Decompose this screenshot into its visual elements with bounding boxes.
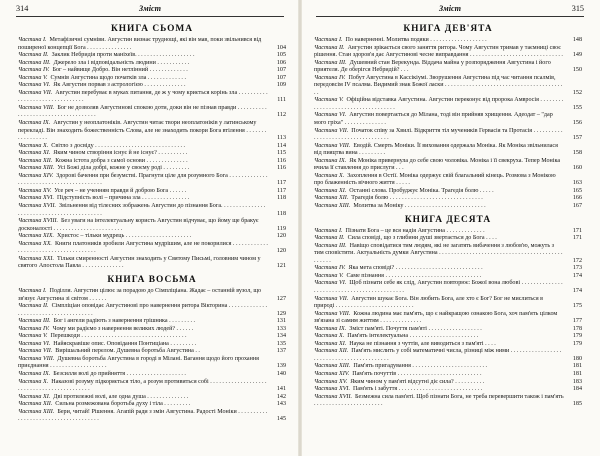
book-heading: КНИГА СЬОМА (110, 24, 194, 34)
entry-part: Частина IX. (18, 370, 51, 377)
entry-title: Зміст пам'яті. Почуття пам'яті . . . . . . . . . . . . . . . . . . (349, 325, 482, 332)
entry-part: Частина XIX. (18, 233, 54, 240)
toc-entry[interactable] (18, 165, 286, 173)
right-page (300, 0, 600, 456)
entry-part: Частина II. (18, 303, 49, 310)
entry-part: Частина XIII. (314, 203, 351, 210)
entry-part: Частина II. (18, 52, 49, 59)
entry-title: Побут Августина в Кассікіумі. Зворушення Августина під час читання псалмів, передовсім IV псалма. Видимий знак Божої ласки . . . . . . . . . . . . . . . . . . . . . . . . . . . . . . . . . . . . . . . . . (314, 74, 563, 96)
toc-entry[interactable] (314, 311, 582, 326)
toc-entry[interactable] (18, 379, 286, 394)
entry-page-number: 129 (276, 310, 286, 317)
entry-page-number: 120 (276, 248, 286, 255)
entry-title: Останні слова. Пробуджує Моніка. Трагедія болю . . . . . (349, 187, 494, 194)
toc-entry[interactable] (314, 195, 582, 203)
entry-page-number: 111 (277, 97, 286, 104)
entry-page-number: 181 (572, 363, 582, 370)
entry-page-number: 140 (276, 370, 286, 377)
entry-part: Частина XVII. (314, 393, 353, 400)
entry-page-number: 175 (572, 303, 582, 310)
entry-title: Підступність волі – причина зла . . . . . . . . . . . . . . . . (57, 195, 190, 202)
entry-page-number: 148 (572, 37, 582, 43)
entry-title: Бог – найвище Добро. Він нетлінний . . . . . . . . . . . . . (52, 67, 188, 74)
entry-title: Бог не дозволяв Августинові спокою доти, доки він не пізнав правди . . . . . . . . . . . . . . . . . . . . . . . . . . . . . . . . . . . . (18, 104, 267, 119)
entry-part: Частина V. (314, 97, 344, 104)
toc-entry[interactable] (314, 265, 582, 273)
entry-title: Кожна істота добра з самої основи . . . . . . . . . . . . . . (55, 157, 188, 164)
entry-part: Частина VII. (18, 89, 53, 96)
entry-title: Усі Божі діла добрі, кожне у своєму роді . . . . . . . . . (57, 165, 190, 172)
toc-entry[interactable] (18, 318, 286, 326)
toc-entry[interactable] (18, 90, 286, 105)
entry-page-number: 121 (276, 263, 286, 270)
entry-title: Захоплення в Остії. Моніка одержує свій благальний кінець. Розмова з Монікою про блаженність вічного життя . . . . . (314, 172, 556, 187)
entry-title: Перешкоди . . . . . . . . . . . . . . . . . . . . . . . . . . . . . . . . . . . (50, 333, 187, 340)
entry-page-number: 112 (277, 112, 286, 119)
toc-entry[interactable] (314, 45, 582, 60)
entry-page-number: 156 (572, 120, 582, 127)
toc-entry[interactable] (314, 326, 582, 334)
toc-entry[interactable] (314, 203, 582, 211)
entry-page-number: 179 (572, 333, 582, 340)
entry-part: Частина XI. (314, 187, 347, 194)
entry-part: Частина XIV. (18, 172, 54, 179)
toc-entry[interactable] (18, 105, 286, 120)
entry-title: Сильна розмежована боротьба духу і тіла . . . . . . . . . (55, 401, 191, 408)
toc-entry[interactable] (314, 363, 582, 371)
entry-title: Офіційна відставка Августина. Августин переконує від пророка Амвросія . . . . . . . . . . . . . . . . . . . . . . . . . . . . . . . . . . . (314, 97, 564, 111)
page-number: 315 (571, 4, 584, 13)
entry-title: Заклик Небридія проти маніхеїв. . . . . . . . . . . . . . . . . . . . (51, 52, 195, 59)
left-header (16, 4, 284, 17)
running-head: Зміст (438, 4, 462, 13)
toc-entry[interactable] (18, 401, 286, 409)
entry-part: Частина VII. (314, 295, 349, 302)
entry-part: Частина III. (314, 59, 347, 66)
entry-title: Світло з досвіду . . . . . . . . . . . . . . . . . . . . . . . . . . . . . . (51, 142, 186, 149)
toc-entry[interactable] (18, 52, 286, 60)
entry-part: Частина X. (18, 378, 49, 385)
entry-page-number: 157 (572, 135, 582, 142)
entry-page-number: 143 (276, 401, 286, 408)
book-heading: КНИГА ДЕСЯТА (404, 214, 492, 225)
toc-entry[interactable] (314, 128, 582, 143)
entry-part: Частина IV. (18, 325, 50, 332)
entry-page-number: 116 (277, 157, 286, 164)
entry-page-number: 180 (572, 355, 582, 362)
toc-entry[interactable] (314, 235, 582, 243)
entry-part: Частина XI. (18, 150, 51, 157)
toc-entry[interactable] (314, 348, 582, 363)
entry-part: Частина IV. (314, 265, 346, 272)
entry-part: Частина I. (18, 287, 47, 294)
entry-part: Частина VII. (314, 127, 349, 134)
toc-entry[interactable] (18, 82, 286, 90)
toc-entry[interactable] (314, 112, 582, 127)
entry-page-number: 131 (276, 318, 286, 325)
entry-page-number: 115 (277, 150, 286, 157)
entry-title: Пам'ять почуттів . . . . . . . . . . . . . . . . . . . . . . . . . . . . (352, 370, 482, 377)
entry-page-number: 142 (276, 393, 286, 400)
entry-title: Звільнення від тілесних зображень Августин до пізнання Бога. . . . . . . . . . . . . . . . . . . . . . . . . . . . . . . . . . . . . . . . . . . (18, 203, 266, 217)
entry-title: Августин повертається до Мілана, тоді він прийняв хрищення. Адеодат – "дар мого гріха" . . . . . . . . . . . . . . (314, 112, 553, 127)
entry-part: Частина V. (18, 74, 48, 81)
toc-entry[interactable] (18, 188, 286, 196)
entry-title: Усе реч – не ученням правди й доброю Бога . . . . . . (54, 187, 187, 194)
toc-entry[interactable] (314, 296, 582, 311)
entry-title: Христос – тільки мудрець . . . . . . . . . . . . . . . . . . . . . . (57, 233, 192, 240)
book-heading: КНИГА ВОСЬМА (107, 274, 197, 285)
entry-title: Наказові розуму підкоряється тіло, а розум противиться собі . . . . . . . . . . . . . . . . . . . . . . . . . . . . . . . . . . . . . . . . . . . (18, 378, 267, 393)
toc-entry[interactable] (18, 37, 286, 52)
toc-entry[interactable] (314, 97, 582, 112)
entry-part: Частина X. (18, 142, 49, 149)
right-toc (314, 20, 582, 409)
entry-page-number: 172 (572, 257, 582, 264)
entry-part: Частина XVII. (18, 203, 57, 210)
entry-title: Августин у неоплатоніків. Августин читає твори неоплатоніків у латинському перекладі. Він знаходить божественність Слова, але не знаходить покори Бога втілення . . . . . . . . . . . . . . . . . (18, 120, 267, 142)
entry-page-number: 113 (277, 135, 286, 142)
entry-title: Сумнів Августина щодо початків зла . . . . . . . . . . . . . (50, 74, 186, 81)
entry-title: Августин перебуває в муках питання, де ж у чому криється корінь зла . . . . . . . . . . . . . . . . . . . . . . . . . . . . . . . . (18, 89, 268, 104)
entry-title: Чому ми радіємо з навернення великих людей? . . . . . . (52, 325, 194, 332)
entry-part: Частина III. (18, 318, 51, 325)
entry-title: Наука не пізнання з чуттів, але виводиться з пам'яті . . . . (349, 340, 496, 347)
entry-title: Безсилля волі до прийняття . . . . . . . . . . . . . . . . . . . . (53, 370, 186, 377)
entry-part: Частина XIII. (18, 408, 55, 415)
toc-entry[interactable] (18, 241, 286, 256)
toc-entry[interactable] (18, 173, 286, 188)
entry-title: Пам'ять пригадування . . . . . . . . . . . . . . . . . . . . . . . . . (353, 363, 488, 370)
entry-page-number: 119 (277, 225, 286, 232)
entry-part: Частина VIII. (18, 104, 55, 111)
toc-entry[interactable] (18, 195, 286, 203)
entry-part: Частина IX. (314, 157, 347, 164)
entry-part: Частина V. (18, 333, 48, 340)
entry-part: Частина II. (314, 235, 345, 242)
entry-part: Частина XVI. (314, 386, 350, 393)
toc-entry[interactable] (18, 218, 286, 233)
entry-title: Поділля. Августин цілює за порадою до Сімпліціана. Жадає – останній вузол, що зв'язує Августина зі світом . . . . . . (18, 287, 262, 302)
entry-part: Частина XXI. (18, 255, 54, 262)
toc-entry[interactable] (18, 356, 286, 371)
entry-page-number: 137 (276, 348, 286, 355)
entry-part: Частина XII. (314, 348, 349, 355)
entry-part: Частина VI. (314, 280, 347, 287)
entry-part: Частина XV. (314, 378, 348, 385)
entry-page-number: 116 (277, 165, 286, 172)
toc-entry[interactable] (314, 386, 582, 394)
toc-entry[interactable] (314, 60, 582, 75)
entry-page-number: 179 (572, 340, 582, 347)
entry-title: Пам'ять мислить у собі математичні числа, різниці між ними . . . . . . . . . . . . . . . . . . . . . . . . . . . . . . . . . . . . . . . . . . (314, 348, 562, 362)
entry-title: Вирішальний перелом. Душевна боротьба Августина . . (55, 348, 200, 355)
entry-part: Частина V. (314, 272, 344, 279)
entry-page-number: 171 (572, 227, 582, 234)
entry-page-number: 107 (276, 67, 286, 74)
entry-part: Частина VI. (314, 112, 347, 119)
entry-part: Частина XIII. (18, 165, 55, 172)
entry-page-number: 174 (572, 272, 582, 279)
toc-entry[interactable] (18, 150, 286, 158)
entry-page-number: 118 (277, 195, 286, 202)
entry-title: Як Августин порвав з астрологією . . . . . . . . . . . . . . (53, 82, 186, 89)
entry-part: Частина XII. (314, 195, 349, 202)
toc-entry[interactable] (18, 256, 286, 271)
entry-page-number: 134 (276, 333, 286, 340)
entry-part: Частина XV. (18, 187, 52, 194)
entry-part: Частина IX. (314, 325, 347, 332)
entry-page-number: 173 (572, 265, 582, 272)
book-heading: КНИГА ДЕВ'ЯТА (403, 24, 493, 34)
entry-title: Душевний стан Верекунда. Віддача майна у розпорядження Августина і його приятеля. Де оберігся Небридій? . . . (314, 59, 551, 74)
entry-page-number: 107 (276, 74, 286, 81)
entry-part: Частина XI. (18, 393, 51, 400)
entry-page-number: 133 (276, 325, 286, 332)
entry-title: Щоб пізнати себе як слід, Августин повторює: Божої вона любові . . . . . . . . . . . . . . . . . . . . . . . . . . . . . . . . . . . . . . . . . . . . (314, 280, 563, 294)
toc-entry[interactable] (18, 67, 286, 75)
entry-title: Безмежна сила пам'яті. Щоб пізнати Бога, не треба перевершити також і пам'ять . . . . . . . . . . . . . . . . . . . . . . . (314, 393, 564, 408)
toc-entry[interactable] (18, 348, 286, 356)
entry-title: Яким чином створіння існує й не існує? . . . . . . . . . . (53, 150, 188, 157)
entry-part: Частина XX. (18, 240, 52, 247)
toc-entry[interactable] (18, 303, 286, 318)
entry-page-number: 135 (276, 340, 286, 347)
entry-title: Молитва за Моніку . . . . . . . . . . . . . . . . . . . . . . . . . . . (353, 203, 486, 210)
entry-part: Частина XVI. (18, 195, 54, 202)
entry-page-number: 105 (276, 52, 286, 59)
entry-part: Частина XIII. (314, 363, 351, 370)
entry-page-number: 120 (276, 233, 286, 240)
entry-title: Дві протилежні волі, але одна душа . . . . . . . . . . . . . . (53, 393, 189, 400)
entry-title: Трагедія болю . . . . . . . . . . . . . . . . . . . . . . . . . . . . . . . (351, 195, 483, 202)
entry-part: Частина VII. (18, 348, 53, 355)
entry-title: Метафізичні сумніви. Августин визнає труднощі, які він мав, поки звільнився від поширеної концепції Бога . . . . . . . . . . . . . . . (18, 37, 262, 51)
toc-entry[interactable] (314, 143, 582, 158)
entry-page-number: 152 (572, 89, 582, 96)
entry-page-number: 141 (276, 386, 286, 393)
toc-entry[interactable] (18, 75, 286, 83)
entry-title: Пам'ять і забуття . . . . . . . . . . . . . . . . . . . . . . . . . . . . (353, 386, 483, 393)
entry-page-number: 181 (572, 370, 582, 377)
entry-part: Частина IV. (18, 67, 50, 74)
entry-page-number: 109 (276, 82, 286, 89)
entry-page-number: 160 (572, 165, 582, 172)
toc-entry[interactable] (314, 228, 582, 236)
entry-part: Частина IV. (314, 74, 346, 81)
entry-page-number: 158 (572, 150, 582, 157)
entry-page-number: 174 (572, 287, 582, 294)
entry-page-number: 163 (572, 180, 582, 187)
entry-page-number: 106 (276, 59, 286, 66)
toc-entry[interactable] (314, 371, 582, 379)
entry-part: Частина VI. (18, 340, 51, 347)
toc-entry[interactable] (18, 233, 286, 241)
toc-entry[interactable] (18, 203, 286, 218)
running-head: Зміст (138, 4, 162, 13)
entry-page-number: 150 (572, 67, 582, 74)
entry-page-number: 139 (276, 363, 286, 370)
entry-part: Частина III. (18, 59, 51, 66)
right-header (316, 4, 584, 17)
toc-entry[interactable] (18, 288, 286, 303)
entry-part: Частина III. (314, 242, 347, 249)
entry-page-number: 165 (572, 187, 582, 194)
entry-title: Бери, читай! Рішення. Агапій ради з змін Августина. Радості Моніки . . . . . . . . . . . . . . . . . . . . . . . . . . . . . . . . . . . . . (18, 408, 268, 423)
entry-page-number: 117 (277, 180, 286, 187)
entry-part: Частина X. (314, 172, 345, 179)
entry-title: Сімпліціан оповідає Августинові про навернення ритора Вікторина . . . . . . . . . . . . . . . . . . . . . . . . . . . . . . . . . . . . . . (18, 303, 267, 317)
entry-title: Августин шукає Бога. Він любить Бога, але хто є Бог? Бог не мислиться в природі . . . . . . . . . . . . . . . . . . . . . . . . . . (314, 295, 544, 310)
toc-entry[interactable] (314, 394, 582, 409)
entry-part: Частина VIII. (314, 142, 351, 149)
entry-page-number: 155 (572, 104, 582, 111)
entry-title: Саме пізнання . . . . . . . . . . . . . . . . . . . . . . . . . . . . . . . . (346, 272, 482, 279)
entry-page-number: 104 (276, 44, 286, 51)
entry-part: Частина XII. (18, 157, 53, 164)
toc-entry[interactable] (314, 37, 582, 45)
entry-page-number: 184 (572, 386, 582, 393)
entry-title: Сила сповіді, що з глибини душі звертається до Бога . . . . (347, 235, 497, 242)
entry-title: Августин зрікається свого заняття ритора. Чому Августин тримав у таємниці своє рішення. Стан здоров'я дає Августинові чесне виправдання . . . . . . . . . . . . . . . . . . . . . . . . . . . . . . . (314, 44, 563, 59)
entry-page-number: 118 (277, 210, 286, 217)
entry-title: Джерело зла і відповідальність людини . . . . . . . . . . . (53, 59, 190, 66)
entry-page-number: 183 (572, 378, 582, 385)
entry-page-number: 145 (276, 416, 286, 423)
entry-title: Без уваги на інтелектуальну користь Августин відчуває, що йому ще бракує досконалості . . . . . . . . . . . . . . . . . . . . . . . (18, 218, 259, 232)
entry-part: Частина I. (314, 227, 343, 234)
page-number: 314 (16, 4, 29, 13)
entry-page-number: 127 (276, 295, 286, 302)
entry-title: Бог і ангели радіють з навернення грішника . . . . . . . . . (53, 318, 196, 325)
entry-title: Здорові бачення при безумстві. Прагнути ціле для розумного Бога . . . . . . . . . . . . . . . . . . . . . . . . . . . . . . . . . . . . . . . . . (18, 172, 268, 187)
entry-part: Частина I. (18, 37, 47, 43)
entry-page-number: 166 (572, 195, 582, 202)
toc-entry[interactable] (314, 243, 582, 266)
entry-title: Еводій. Смерть Моніки. Її виховання одержала Моніка. Як Моніка звільнилася від пияцтва вина . . . . . . . . . (314, 142, 558, 157)
toc-entry[interactable] (314, 333, 582, 341)
toc-entry[interactable] (18, 333, 286, 341)
entry-page-number: 171 (572, 235, 582, 242)
entry-title: Книги платоників зробили Августина мудрішим, але не покорилися . . . . . . . . . . . . . . . . . . . . . . . . . . . . . . . . . . . . . . (18, 240, 268, 255)
entry-page-number: 114 (277, 142, 286, 149)
toc-entry[interactable] (314, 379, 582, 387)
entry-page-number: 117 (277, 187, 286, 194)
entry-title: Яким чином у пам'яті відсутні діє сила? . . . . . . . . . . (350, 378, 485, 385)
entry-page-number: 149 (572, 52, 582, 59)
entry-part: Частина I. (314, 37, 343, 43)
entry-part: Частина VIII. (18, 355, 55, 362)
entry-title: Початок співу за Хвилі. Відкриття тіл мучеників Гервасія та Протасія . . . . . . . . . . . . . . . . . . . . . . . . . . . . . . . . . . . (314, 127, 563, 142)
entry-title: Яка мета сповіді? . . . . . . . . . . . . . . . . . . . . . . . . . . . . . (348, 265, 483, 272)
toc-entry[interactable] (18, 120, 286, 143)
left-toc (18, 20, 286, 424)
entry-part: Частина VIII. (314, 310, 351, 317)
entry-page-number: 167 (572, 203, 582, 210)
entry-title: Навіщо сповідатися тим людям, які не загатять вибачення з любов'ю, можуть з тим сповістити. Актуальність думки Августина . . . . . . . . . . . . . . . . . . . . . . . . . . . . . . . . . . . . . . . . . . . . . . . (314, 242, 563, 264)
entry-title: Душевна боротьба Августина в городі в Мілані. Вагання щодо його прохання приєднання . . . . . . . . . . . . . . . . . . . (18, 355, 259, 370)
entry-title: Як Моніка привернула до себе свою чоловіка. Моніка і її свекруха. Тепер Моніка вчила її ставлення до прислуги . . . (314, 157, 561, 172)
entry-part: Частина XII. (18, 401, 53, 408)
entry-title: Найяскравіше опис. Оповідання Понтиціана . . . . . . . . . (53, 340, 197, 347)
toc-entry[interactable] (314, 158, 582, 173)
entry-title: Кожна людина має пам'ять, що є найкращою ознакою Бога, хоч пам'ять цілком зв'язана зі самим життям . . . . . . . . . . . . . . (314, 310, 558, 325)
entry-part: Частина II. (314, 44, 345, 51)
toc-entry[interactable] (18, 371, 286, 379)
entry-page-number: 178 (572, 325, 582, 332)
entry-title: Тільки смиренності Августин знаходить у Святому Письмі, головним чином у святого Апостола Павла . . . . . . . . . . . . . . (18, 255, 261, 270)
entry-page-number: 177 (572, 318, 582, 325)
entry-title: Пізнати Бога – це вся надія Августина . . . . . . . . . . . . . (345, 227, 485, 234)
entry-part: Частина XIV. (314, 370, 350, 377)
entry-part: Частина XVIII. (18, 218, 59, 225)
toc-entry[interactable] (18, 326, 286, 334)
toc-entry[interactable] (314, 280, 582, 295)
toc-entry[interactable] (314, 75, 582, 98)
entry-part: Частина XI. (314, 340, 347, 347)
entry-title: По наверненні. Молитва подяки . . . . . . . . . . . . . . . . . . . (345, 37, 487, 43)
toc-entry[interactable] (314, 173, 582, 188)
entry-page-number: 185 (572, 401, 582, 408)
entry-part: Частина IX. (18, 120, 51, 127)
entry-part: Частина X. (314, 333, 345, 340)
toc-entry[interactable] (18, 409, 286, 424)
entry-part: Частина VI. (18, 82, 51, 89)
entry-title: Пам'ять інтелектуальна . . . . . . . . . . . . . . . . . . . . . . . (347, 333, 479, 340)
